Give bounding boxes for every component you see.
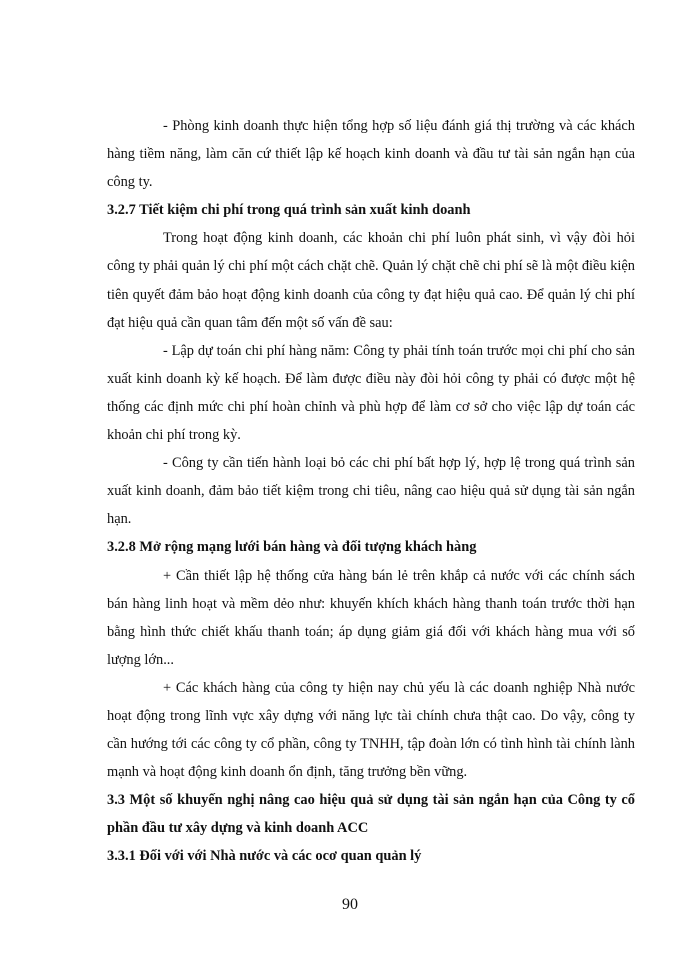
paragraph-retail-network: + Cần thiết lập hệ thống cửa hàng bán lẻ trên khắp cả nước với các chính sách bán hàng linh hoạt và mềm dẻo như: khuyến khích khách hàng thanh toán trước thời hạn bằng hình thức chiết khấu thanh toán; áp dụng giảm giá đối với khách hàng mua với số lượng lớn... — [107, 567, 635, 668]
heading-3-3-1: 3.3.1 Đối với với Nhà nước và các ocơ quan quản lý — [107, 848, 422, 865]
paragraph-business-department: - Phòng kinh doanh thực hiện tổng hợp số liệu đánh giá thị trường và các khách hàng tiềm năng, làm căn cứ thiết lập kế hoạch kinh doanh và đầu tư tài sản ngắn hạn của công ty. — [107, 118, 635, 191]
paragraph-customer-targets: + Các khách hàng của công ty hiện nay chủ yếu là các doanh nghiệp Nhà nước hoạt động trong lĩnh vực xây dựng với năng lực tài chính chưa thật cao. Do vậy, công ty cần hướng tới các công ty cổ phần, công ty TNHH, tập đoàn lớn có tình hình tài chính lành mạnh và hoạt động kinh doanh ổn định, tăng trưởng bền vững. — [107, 679, 635, 781]
paragraph-cost-management: Trong hoạt động kinh doanh, các khoản chi phí luôn phát sinh, vì vậy đòi hỏi công ty phải quản lý chi phí một cách chặt chẽ. Quản lý chặt chẽ chi phí sẽ là một điều kiện tiên quyết đảm bảo hoạt động kinh doanh của công ty đạt hiệu quả cao. Để quản lý chi phí đạt hiệu quả cần quan tâm đến một số vấn đề sau: — [107, 230, 635, 331]
heading-3-2-7: 3.2.7 Tiết kiệm chi phí trong quá trình sản xuất kinh doanh — [107, 202, 471, 219]
paragraph-annual-cost-estimate: - Lập dự toán chi phí hàng năm: Công ty phải tính toán trước mọi chi phí cho sản xuất kinh doanh kỳ kế hoạch. Để làm được điều này đòi hỏi công ty phải có được một hệ thống các định mức chi phí hoàn chỉnh và phù hợp để làm cơ sở cho việc lập dự toán các khoản chi phí trong kỳ. — [107, 342, 635, 444]
heading-3-3: 3.3 Một số khuyến nghị nâng cao hiệu quả sử dụng tài sản ngắn hạn của Công ty cổ phần đầu tư xây dựng và kinh doanh ACC — [107, 792, 635, 837]
page-number: 90 — [342, 896, 358, 913]
paragraph-eliminate-costs: - Công ty cần tiến hành loại bỏ các chi phí bất hợp lý, hợp lệ trong quá trình sản xuất kinh doanh, đảm bảo tiết kiệm trong chi tiêu, nâng cao hiệu quả sử dụng tài sản ngắn hạn. — [107, 455, 635, 528]
page-body — [107, 112, 635, 871]
heading-3-2-8: 3.2.8 Mở rộng mạng lưới bán hàng và đối tượng khách hàng — [107, 539, 477, 556]
